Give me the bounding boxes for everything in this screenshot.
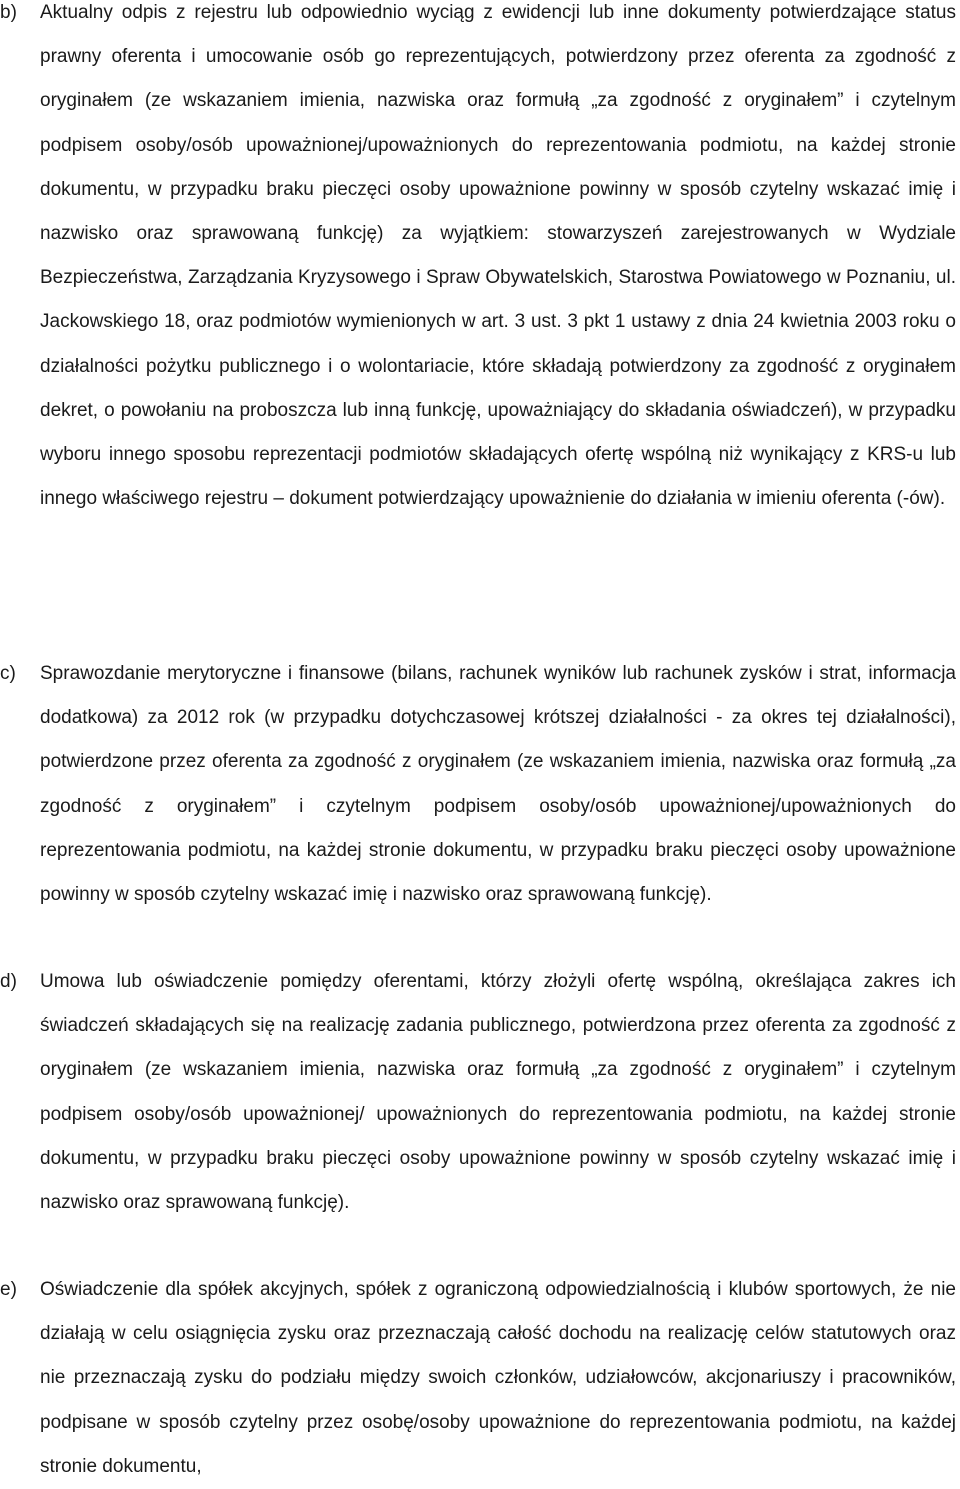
list-item-text: Umowa lub oświadczenie pomiędzy oferentami, którzy złożyli ofertę wspólną, określająca zakres ich świadczeń składających się na realizację zadania publicznego, potwierdzona przez oferenta za zgodność z oryginałem (ze wskazaniem imienia, nazwiska oraz formułą „za zgodność z oryginałem” i czytelnym podpisem osoby/osób upoważnionej/ upoważnionych do reprezentowania podmiotu, na każdej stronie dokumentu, w przypadku braku pieczęci osoby upoważnione powinny w sposób czytelny wskazać imię i nazwisko oraz sprawowaną funkcję). — [40, 971, 956, 1214]
list-item-text: Sprawozdanie merytoryczne i finansowe (bilans, rachunek wyników lub rachunek zysków i strat, informacja dodatkowa) za 2012 rok (w przypadku dotychczasowej krótszej działalności - za okres tej działalności), potwierdzone przez oferenta za zgodność z oryginałem (ze wskazaniem imienia, nazwiska oraz formułą „za zgodność z oryginałem” i czytelnym podpisem osoby/osób upoważnionej/upoważnionych do reprezentowania podmiotu, na każdej stronie dokumentu, w przypadku braku pieczęci osoby upoważnione powinny w sposób czytelny wskazać imię i nazwisko oraz sprawowaną funkcję). — [40, 663, 956, 906]
list-item-text: Aktualny odpis z rejestru lub odpowiednio wyciąg z ewidencji lub inne dokumenty potwierdzające status prawny oferenta i umocowanie osób go reprezentujących, potwierdzony przez oferenta za zgodność z oryginałem (ze wskazaniem imienia, nazwiska oraz formułą „za zgodność z oryginałem” i czytelnym podpisem osoby/osób upoważnionej/upoważnionych do reprezentowania podmiotu, na każdej stronie dokumentu, w przypadku braku pieczęci osoby upoważnione powinny w sposób czytelny wskazać imię i nazwisko oraz sprawowaną funkcję) za wyjątkiem: stowarzyszeń zarejestrowanych w Wydziale Bezpieczeństwa, Zarządzania Kryzysowego i Spraw Obywatelskich, Starostwa Powiatowego w Poznaniu, ul. Jackowskiego 18, oraz podmiotów wymienionych w art. 3 ust. 3 pkt 1 ustawy z dnia 24 kwietnia 2003 roku o działalności pożytku publicznego i o wolontariacie, które składają potwierdzony za zgodność z oryginałem dekret, o powołaniu na proboszcza lub inną funkcję, upoważniający do składania oświadczeń), w przypadku wyboru innego sposobu reprezentacji podmiotów składających ofertę wspólną niż wynikający z KRS-u lub innego właściwego rejestru – dokument potwierdzający upoważnienie do działania w imieniu oferenta (-ów). — [40, 2, 956, 510]
list-item-text: Oświadczenie dla spółek akcyjnych, spółek z ograniczoną odpowiedzialnością i klubów sportowych, że nie działają w celu osiągnięcia zysku oraz przeznaczają całość dochodu na realizację celów statutowych oraz nie przeznaczają zysku do podziału między swoich członków, udziałowców, akcjonariuszy i pracowników, podpisane w sposób czytelny przez osobę/osoby upoważnione do reprezentowania podmiotu, na każdej stronie dokumentu, — [40, 1279, 956, 1477]
list-marker: b) — [0, 2, 17, 23]
list-marker: d) — [0, 971, 17, 992]
list-marker: c) — [0, 663, 16, 684]
list-marker: e) — [0, 1279, 17, 1300]
